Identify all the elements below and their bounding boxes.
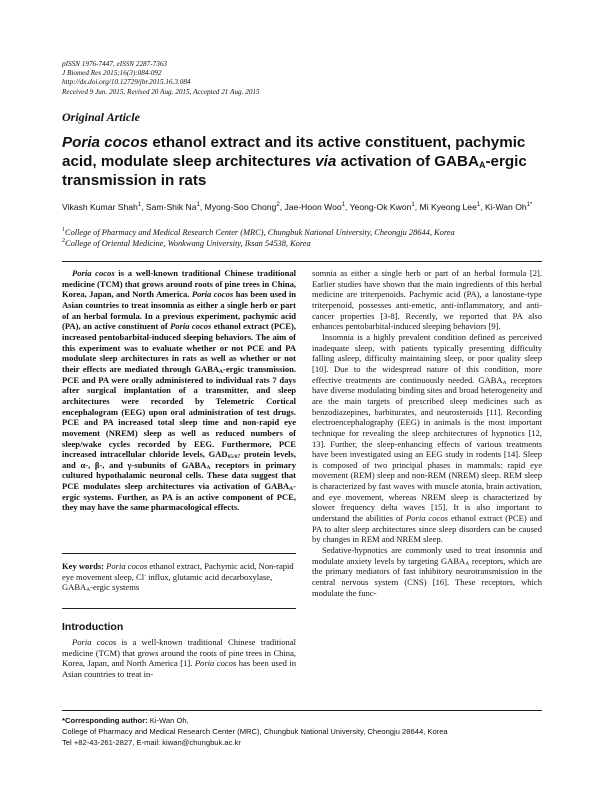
corresponding-author-footnote (62, 715, 542, 748)
title-part: -ergic transmission in rats (62, 153, 527, 189)
title-italic-via: via (315, 153, 337, 170)
author: Myong-Soo Chong$^2$ (204, 202, 280, 212)
keywords-label: Key words: (62, 561, 105, 571)
doi-link[interactable]: http://dx.doi.org/10.12729/jbr.2015.16.3.084 (62, 78, 191, 87)
introduction-heading: Introduction (62, 621, 124, 633)
affiliation: $^2$College of Oriental Medicine, Wonkwang University, Iksan 54538, Korea (62, 237, 311, 248)
abstract: Poria cocos is a well-known traditional Chinese traditional medicine (TCM) that grows around roots of pine trees in China, Korea, Japan, and North America. Poria cocos has been used in Asian countries to treat insomnia as either a single herb or part of an herbal formula. In a previous experiment, pachymic acid (PA), an active constituent of Poria cocos ethanol extract (PCE), increased pentobarbital-induced sleeping behaviors. The aim of this experiment was to evaluate whether or not PCE and PA modulate sleep architectures in rats as well as whether or not their effects are mediated through $GABA_A$-ergic transmission. PCE and PA were orally administered to individual rats 7 days after surgical implantation of a transmitter, and sleep architectures were recorded by Telemetric Cortical encephalogram (EEG) upon oral administration of test drugs. PCE and PA increased total sleep time and non-rapid eye movement (NREM) sleep as well as reduced numbers of sleep/wake cycles recorded by EEG. Furthermore, PCE increased intracellular chloride levels, $GAD_{65/67}$ protein levels, and α-, β-, and γ-subunits of $GABA_A$ receptors in primary cultured hypothalamic neuronal cells. These data suggest that PCE modulates sleep architectures via activation of $GABA_A$-ergic systems. Further, as PA is an active component of PCE, they may have the same pharmacological effects. (62, 268, 296, 513)
article-title (62, 133, 542, 190)
article-meta (62, 60, 260, 97)
author: Ki-Wan $Oh^{1*}$ (484, 202, 533, 212)
header-divider (62, 261, 542, 262)
footnote-divider (62, 710, 542, 711)
keywords: Key words: Poria cocos ethanol extract, Pachymic acid, Non-rapid eye movement sleep, Cl- influx, glutamic acid decarboxylase, $GABA_A$-ergic systems (62, 561, 294, 594)
paragraph: Sedative-hypnotics are commonly used to treat insomnia and modulate anxiety levels by targeting $GABA_A$ receptors, which are the primary mediators of fast inhibitory neurotransmission in the central nervous system (CNS) [16]. These receptors, which modulate the func- (312, 545, 542, 598)
author: Vikash Kumar Shah$^1$ (62, 202, 142, 212)
abstract-divider (62, 553, 296, 554)
title-italic-species: Poria cocos (62, 134, 149, 151)
footnote-contact: Tel +82-43-261-2827, E-mail: kiwan@chungbuk.ac.kr (62, 738, 241, 747)
footnote-name: Ki-Wan Oh, (147, 716, 189, 725)
paragraph: Insomnia is a highly prevalent condition defined as perceived inadequate sleep, with patients typically presenting difficulty falling asleep, difficulty maintaining sleep, or poor quality sleep [10]. Due to the widespread nature of this condition, more effective treatments are continuously needed. $GABA_A$ receptors have diverse modulating binding sites and broad heterogeneity and are the main targets of prescribed sleep medicines such as benzodiazepines, barbiturates, and neurosteroids [11]. Recording electroencephalography (EEG) in animals is the most important technique for revealing the sleep architectures of hypnotics [12, 13]. Further, the sleep-enhancing effects of various treatments have been investigated using an EEG study in rodents [14]. Sleep is composed of two principal phases in mammals: rapid eye movement (REM) sleep and non-REM (NREM) sleep. REM sleep is characterized by fast waves with muscle atonia, brain activation, and eye movement, whereas NREM sleep is characterized by slower frequency delta waves [15]. It is also important to understand the abilities of Poria cocos ethanol extract (PCE) and PA to alter sleep architectures since sleep disorders can be caused by changes in REM and NREM sleep. (312, 331, 542, 545)
right-column-text (312, 268, 542, 598)
dates-line: Received 9 Jun. 2015, Revised 20 Aug. 2015, Accepted 21 Aug. 2015 (62, 87, 260, 96)
issn-line: pISSN 1976-7447, eISSN 2287-7363 (62, 60, 168, 68)
footnote-address: College of Pharmacy and Medical Research Center (MRC), Chungbuk National University, Cheongju 28644, Korea (62, 727, 448, 736)
paragraph: somnia as either a single herb or part of an herbal formula [2]. Earlier studies have shown that the main ingredients of this herbal medicine are triterpenoids. Pachymic acid (PA), a lanostane-type triterpenoid, possesses anti-emetic, anti-inflammatory, and anti-cancer properties [3-8]. Recently, we reported that PA also enhances pentobarbital-induced sleeping behaviors [9]. (312, 268, 542, 332)
title-subscript: A (478, 160, 486, 170)
introduction-text: Poria cocos is a well-known traditional Chinese traditional medicine (TCM) that grows around the roots of pine trees in China, Korea, Japan, and North America [1]. Poria cocos has been used in Asian countries to treat in- (62, 637, 297, 679)
title-part: activation of GABA (336, 153, 479, 170)
citation-line: J Biomed Res 2015;16(3):084-092 (62, 69, 162, 78)
author: Mi Kyeong Lee$^1$ (419, 202, 481, 212)
author: Yeong-Ok Kwon$^1$ (349, 202, 415, 212)
author: Jae-Hoon Woo$^1$ (284, 202, 345, 212)
footnote-label: *Corresponding author: (62, 716, 148, 725)
section-label: Original Article (62, 110, 140, 124)
author-list: Vikash Kumar Shah$^1$, Sam-Shik Na$^1$, Myong-Soo Chong$^2$, Jae-Hoon Woo$^1$, Yeong-Ok Kwon$^1$, Mi Kyeong Lee$^1$, Ki-Wan $Oh^{1*}$ (62, 202, 533, 212)
title-part: ethanol extract and its active constituent, pachymic acid, modulate sleep architectures (62, 134, 526, 170)
author: Sam-Shik Na$^1$ (145, 202, 200, 212)
affiliations (62, 228, 542, 249)
affiliation: $^1$College of Pharmacy and Medical Research Center (MRC), Chungbuk National University, Cheongju 28644, Korea (62, 227, 455, 237)
keywords-divider (62, 608, 296, 609)
